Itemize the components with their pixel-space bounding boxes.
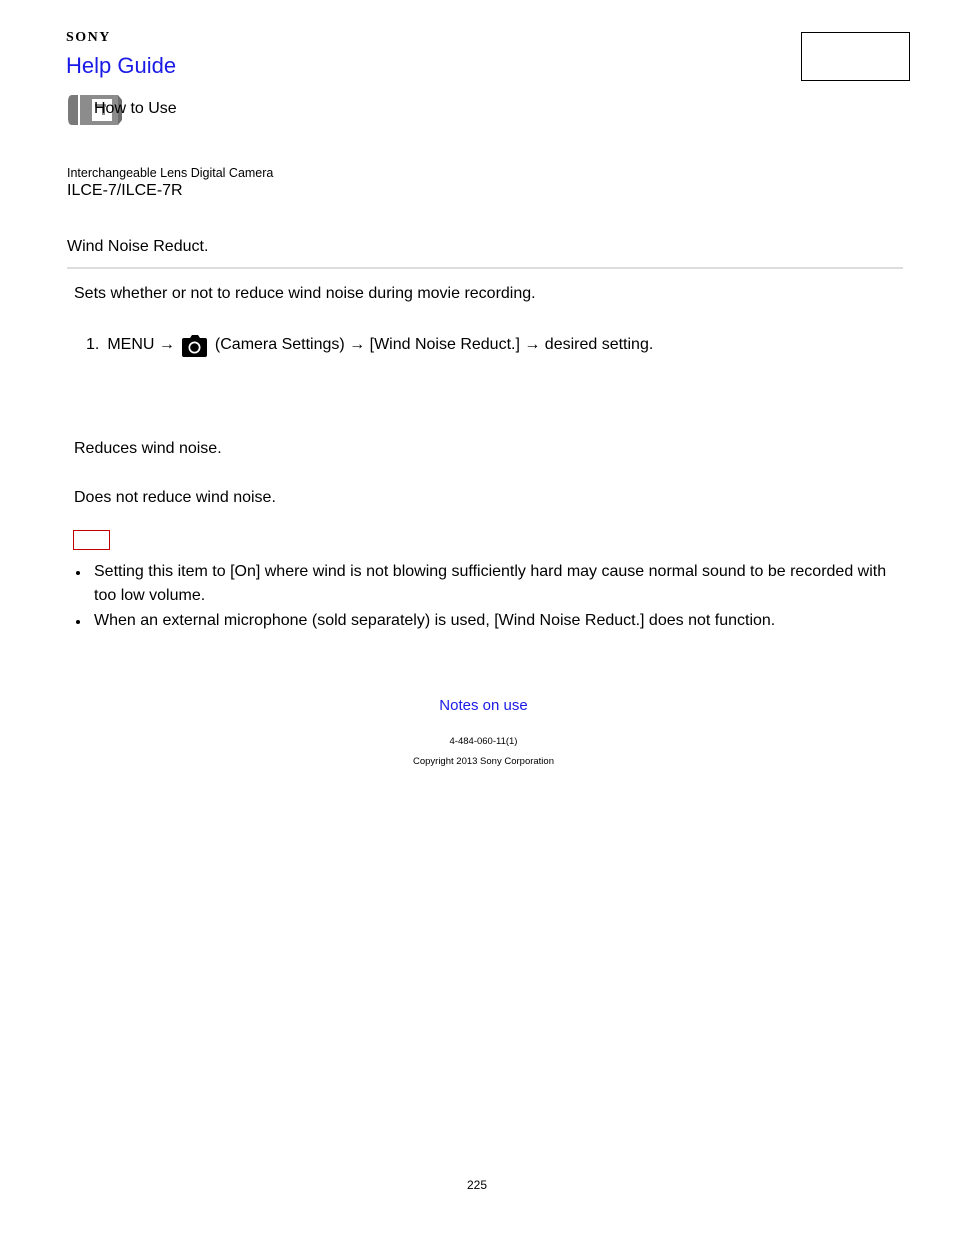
notes-on-use-link[interactable]: Notes on use [439, 697, 528, 714]
title-divider [67, 267, 903, 269]
notes-list [74, 560, 894, 634]
sony-logo: SONY [66, 30, 111, 45]
option-on-description: Reduces wind noise. [74, 440, 222, 457]
procedure-step [86, 334, 653, 356]
page-number: 225 [466, 1178, 488, 1192]
step-text-before: MENU → [107, 336, 175, 353]
option-off-description: Does not reduce wind noise. [74, 489, 276, 506]
product-model: ILCE-7/ILCE-7R [67, 182, 183, 199]
step-text-after: (Camera Settings) → [Wind Noise Reduct.] → desired setting. [214, 336, 654, 353]
note-heading-box [73, 530, 110, 550]
camera-icon [182, 335, 207, 357]
note-item: When an external microphone (sold separately) is used, [Wind Noise Reduct.] does not function. [74, 609, 894, 633]
copyright-text: Copyright 2013 Sony Corporation [412, 756, 554, 767]
product-type: Interchangeable Lens Digital Camera [67, 166, 274, 180]
document-number: 4-484-060-11(1) [449, 736, 518, 747]
step-number: 1. [86, 336, 100, 353]
help-guide-title[interactable]: Help Guide [66, 53, 177, 78]
search-box[interactable] [801, 32, 910, 81]
page-description: Sets whether or not to reduce wind noise during movie recording. [74, 285, 536, 302]
note-item: Setting this item to [On] where wind is not blowing sufficiently hard may cause normal sound to be recorded with too low volume. [74, 560, 894, 608]
section-label: How to Use [94, 100, 177, 117]
page-title: Wind Noise Reduct. [67, 238, 209, 255]
